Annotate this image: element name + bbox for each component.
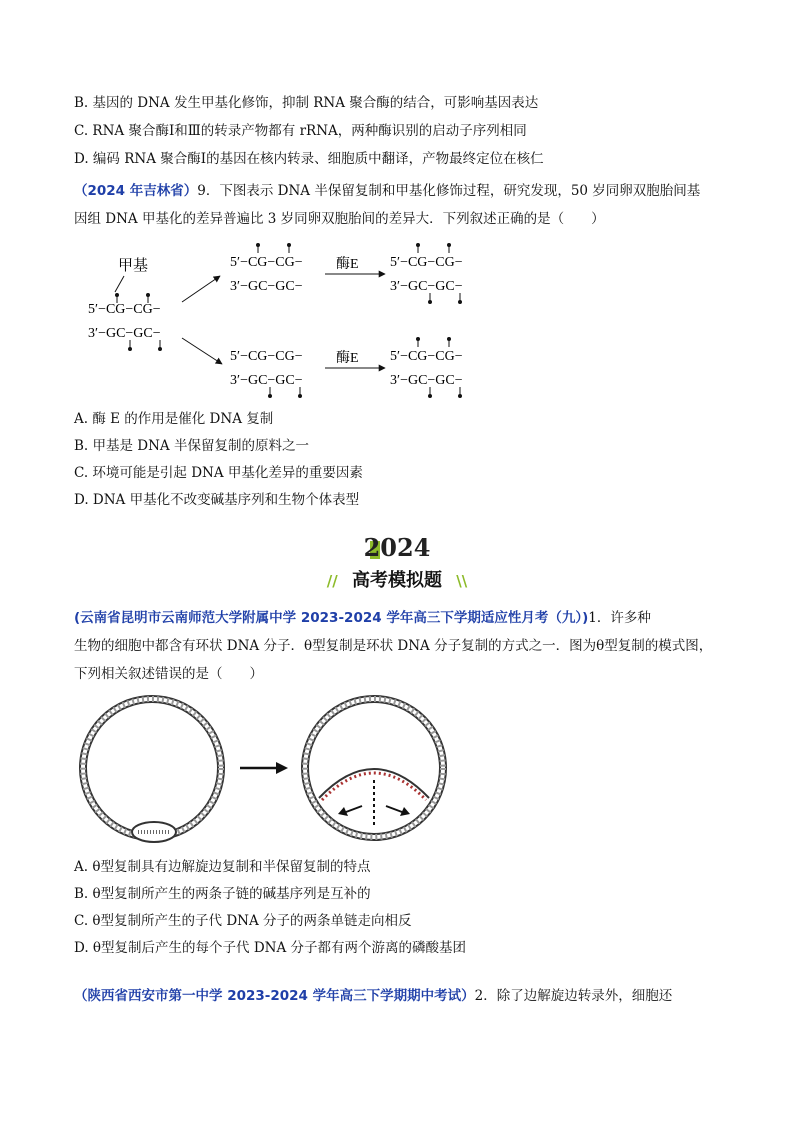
left-slash-decoration: // <box>326 572 338 590</box>
q1-option-a: A. θ型复制具有边解旋边复制和半保留复制的特点 <box>74 859 371 875</box>
enzyme-label-lower: 酶E <box>336 351 359 366</box>
lower-before-top: 5′−CG−CG− <box>230 349 303 364</box>
enzyme-label-upper: 酶E <box>336 257 359 272</box>
q9-option-b: B. 甲基是 DNA 半保留复制的原料之一 <box>74 438 309 454</box>
circular-dna-left <box>80 696 224 842</box>
q9-stem-text: 9．下图表示 DNA 半保留复制和甲基化修饰过程，研究发现，50 岁同卵双胞胎间基 <box>197 183 701 199</box>
q9-option-a: A. 酶 E 的作用是催化 DNA 复制 <box>74 411 274 427</box>
upper-daughter-before <box>230 243 303 294</box>
methyl-pointer <box>115 276 124 292</box>
q1-option-b: B. θ型复制所产生的两条子链的碱基序列是互补的 <box>74 886 371 902</box>
upper-before-top: 5′−CG−CG− <box>230 255 303 270</box>
theta-replication-figure <box>74 690 454 850</box>
theta-arrowhead <box>276 762 288 774</box>
q1-stem-line3: 下列相关叙述错误的是（ ） <box>74 666 263 682</box>
parent-top-strand: 5′−CG−CG− <box>88 302 161 317</box>
lower-after-bottom: 3′−GC−GC− <box>390 373 463 388</box>
circular-dna-right <box>302 696 446 840</box>
section-title: 高考模拟题 <box>352 570 442 591</box>
lower-daughter-before <box>230 349 303 398</box>
q9-option-d: D. DNA 甲基化不改变碱基序列和生物个体表型 <box>74 492 360 508</box>
q1-stem-line1 <box>74 609 651 627</box>
upper-before-bottom: 3′−GC−GC− <box>230 279 303 294</box>
prev-option-d: D. 编码 RNA 聚合酶Ⅰ的基因在核内转录、细胞质中翻译，产物最终定位在核仁 <box>74 151 544 167</box>
prev-option-c: C. RNA 聚合酶Ⅰ和Ⅲ的转录产物都有 rRNA，两种酶识别的启动子序列相同 <box>74 123 527 139</box>
upper-after-top: 5′−CG−CG− <box>390 255 463 270</box>
q9-option-c: C. 环境可能是引起 DNA 甲基化差异的重要因素 <box>74 465 363 481</box>
section-year: 2024 <box>363 533 431 562</box>
q1-option-c: C. θ型复制所产生的子代 DNA 分子的两条单链走向相反 <box>74 913 412 929</box>
q2-stem-line1 <box>74 987 672 1005</box>
q1-source: (云南省昆明市云南师范大学附属中学 2023-2024 学年高三下学期适应性月考（九）) <box>74 610 589 626</box>
methylation-figure <box>80 240 500 400</box>
upper-after-bottom: 3′−GC−GC− <box>390 279 463 294</box>
q2-stem-text: 2．除了边解旋边转录外，细胞还 <box>474 988 673 1004</box>
arrow-to-lower <box>182 338 222 364</box>
lower-before-bottom: 3′−GC−GC− <box>230 373 303 388</box>
right-slash-decoration: \\ <box>456 572 468 590</box>
section-title-row <box>0 566 794 592</box>
upper-daughter-after <box>390 243 463 304</box>
parent-dna <box>88 293 162 351</box>
q1-stem-line2: 生物的细胞中都含有环状 DNA 分子．θ型复制是环状 DNA 分子复制的方式之一．图为θ型复制的模式图， <box>74 638 713 654</box>
q1-option-d: D. θ型复制后产生的每个子代 DNA 分子都有两个游离的磷酸基团 <box>74 940 467 956</box>
q9-stem-line1 <box>74 182 700 200</box>
q9-source: （2024 年吉林省） <box>74 183 198 199</box>
prev-option-b: B. 基因的 DNA 发生甲基化修饰，抑制 RNA 聚合酶的结合，可影响基因表达 <box>74 95 539 111</box>
lower-daughter-after <box>390 337 463 398</box>
parent-bottom-strand: 3′−GC−GC− <box>88 326 161 341</box>
arrow-to-upper <box>182 276 220 302</box>
q9-stem-line2: 因组 DNA 甲基化的差异普遍比 3 岁同卵双胞胎间的差异大．下列叙述正确的是（ ） <box>74 211 605 227</box>
q1-stem-text: 1．许多种 <box>588 610 651 626</box>
methyl-label: 甲基 <box>118 258 149 274</box>
q2-source: （陕西省西安市第一中学 2023-2024 学年高三下学期期中考试） <box>74 988 475 1004</box>
lower-after-top: 5′−CG−CG− <box>390 349 463 364</box>
